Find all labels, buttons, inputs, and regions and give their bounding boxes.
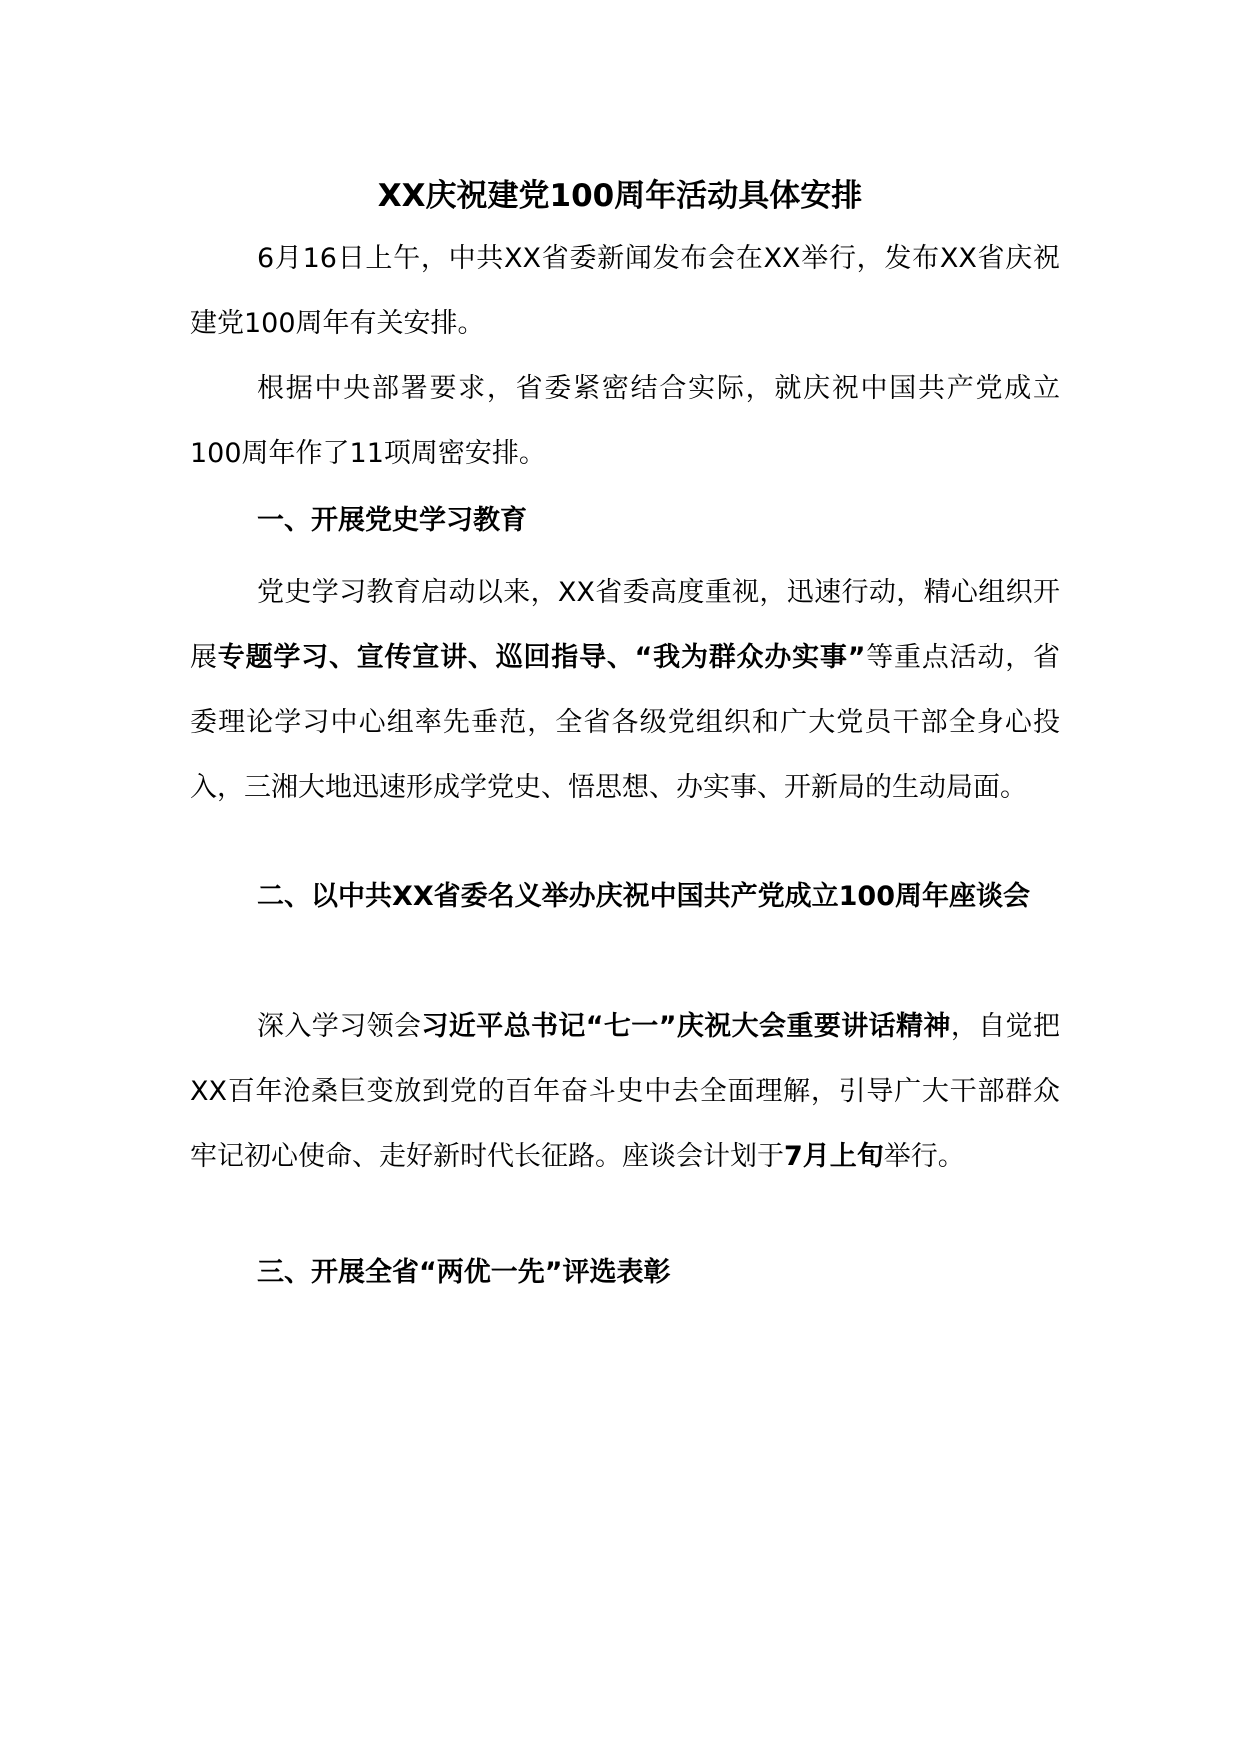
paragraph-symposium xyxy=(190,994,1060,1189)
paragraph-text: 等重点活动，省委理论学习中心组率先垂范，全省各级党组织和广大党员干部全身心投入，三湘大地迅速形成学党史、悟思想、办实事、开新局的生动局面。 xyxy=(190,642,1061,803)
paragraph-text: 深入学习领会 xyxy=(257,1011,422,1042)
paragraph-text: 党史学习教育启动以来，XX省委高度重视，迅速行动，精心组织开展 xyxy=(190,577,1060,673)
document-title: XX庆祝建党100周年活动具体安排 xyxy=(377,178,863,214)
heading-party-history-education: 一、开展党史学习教育 xyxy=(257,505,527,536)
paragraph-bold-text: 习近平总书记“七一”庆祝大会重要讲话精神 xyxy=(421,1011,951,1042)
heading-commendation: 三、开展全省“两优一先”评选表彰 xyxy=(257,1257,671,1288)
paragraph-text: ，自觉把XX百年沧桑巨变放到党的百年奋斗史中去全面理解，引导广大干部群众牢记初心使命、走好新时代长征路。座谈会计划于 xyxy=(190,1011,1061,1172)
paragraph-bold-text: 专题学习、宣传宣讲、巡回指导、“我为群众办实事” xyxy=(217,642,866,673)
paragraph-party-history-education xyxy=(190,560,1060,820)
paragraph-bold-text: 7月上旬 xyxy=(784,1141,884,1172)
paragraph-text: 举行。 xyxy=(883,1141,965,1172)
paragraph-press-conference: 6月16日上午，中共XX省委新闻发布会在XX举行，发布XX省庆祝建党100周年有关安排。 xyxy=(190,243,1060,339)
paragraph-arrangements: 根据中央部署要求，省委紧密结合实际，就庆祝中国共产党成立100周年作了11项周密安排。 xyxy=(190,373,1060,469)
heading-symposium: 二、以中共XX省委名义举办庆祝中国共产党成立100周年座谈会 xyxy=(257,881,1030,912)
